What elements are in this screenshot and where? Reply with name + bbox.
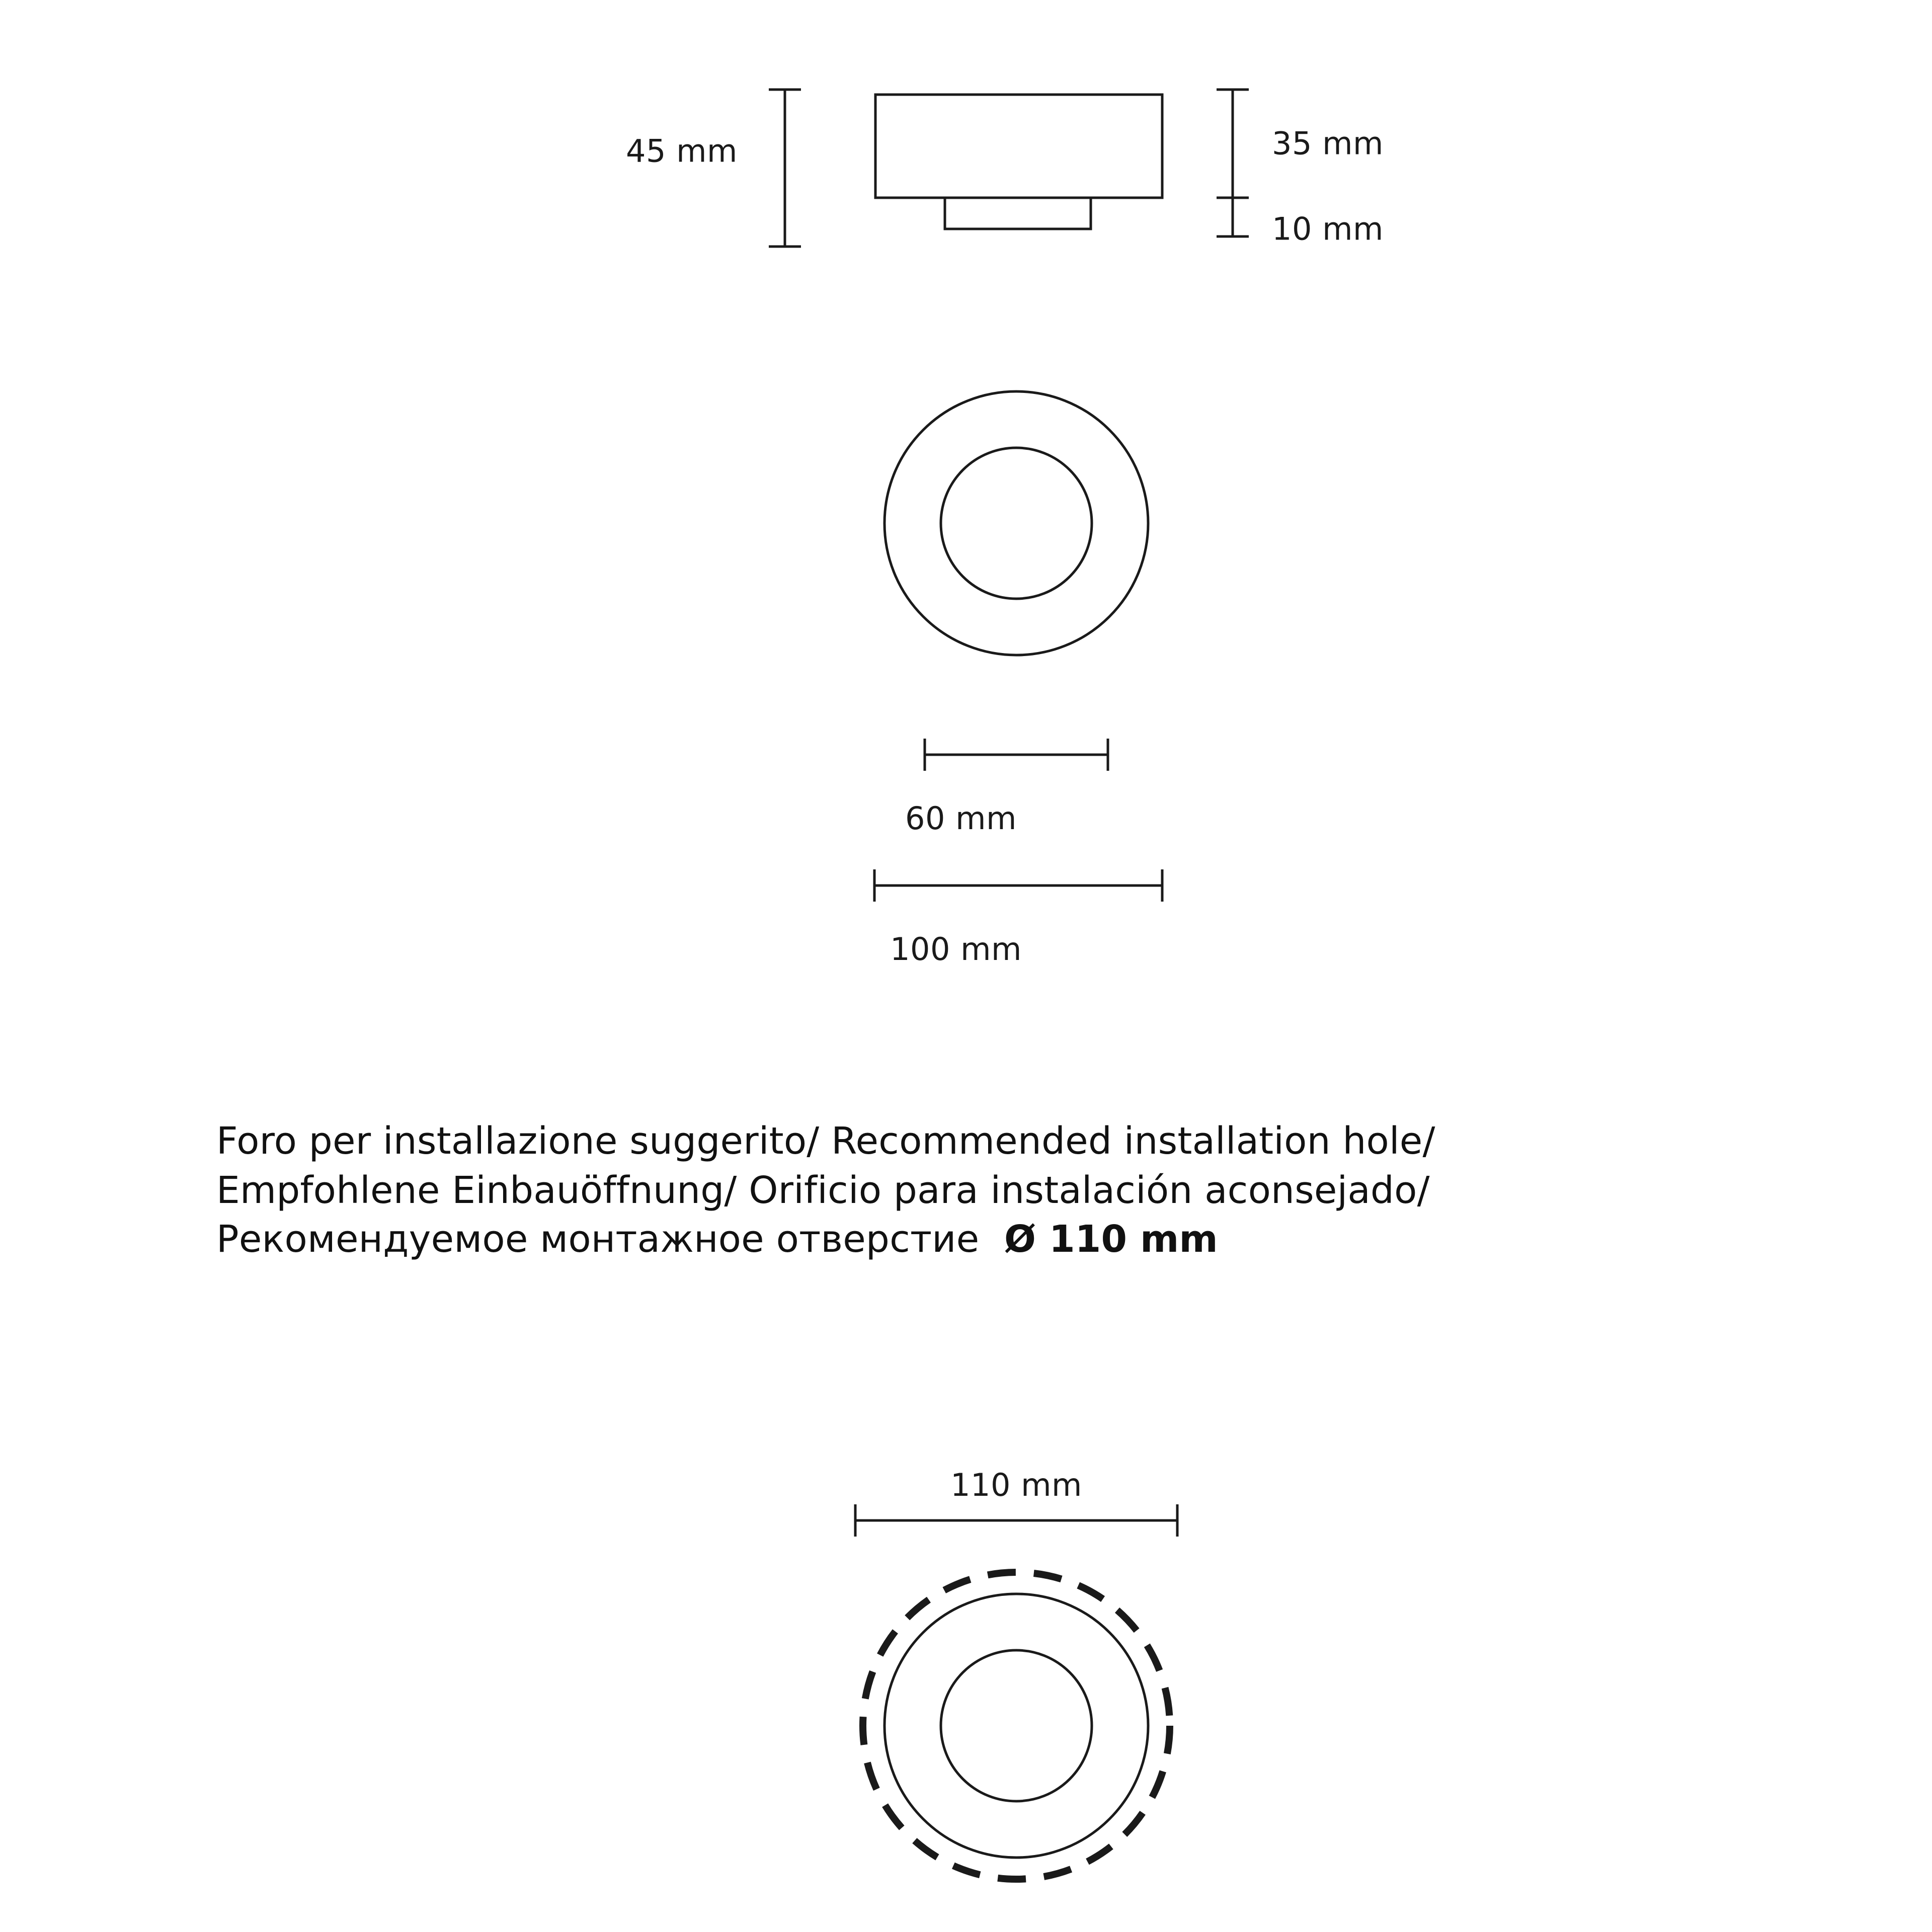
elevation-body-rect [875, 95, 1162, 198]
hole-inner-circle [941, 1650, 1092, 1801]
note-russian-text: Рекомендуемое монтажное отверстие [216, 1218, 980, 1261]
hole-dashed-circle [863, 1572, 1170, 1879]
label-hole-diameter: 110 mm [950, 1467, 1082, 1503]
label-total-height: 45 mm [626, 132, 738, 170]
note-line-german-spanish: Empfohlene Einbauöffnung/ Orificio para instalación aconsejado/ [216, 1168, 1430, 1212]
note-hole-value: Ø 110 mm [1004, 1218, 1218, 1261]
elevation-boss-rect [945, 198, 1091, 229]
plan-inner-circle [941, 448, 1092, 599]
label-body-height: 35 mm [1272, 125, 1384, 162]
label-inner-diameter: 60 mm [905, 800, 1017, 837]
note-line-russian [216, 1215, 1726, 1264]
installation-note [216, 1117, 1726, 1264]
label-boss-height: 10 mm [1272, 210, 1384, 248]
plan-outer-circle [884, 391, 1148, 655]
note-line-italian-english: Foro per installazione suggerito/ Recommended installation hole/ [216, 1119, 1435, 1163]
hole-outer-circle [884, 1594, 1148, 1858]
label-outer-diameter: 100 mm [890, 931, 1022, 968]
